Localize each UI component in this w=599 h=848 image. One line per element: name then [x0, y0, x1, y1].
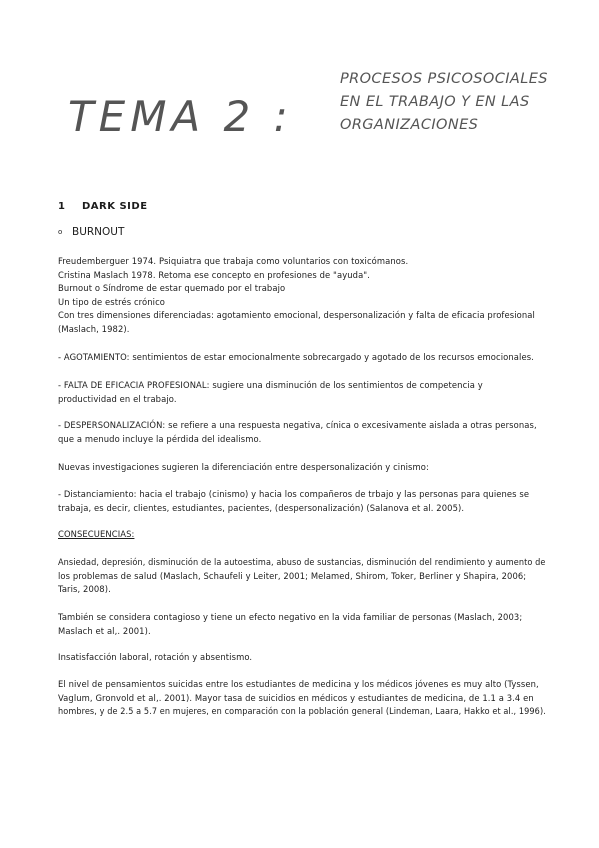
contagioso-paragraph [58, 611, 546, 638]
text-line: productividad en el trabajo. [58, 393, 177, 404]
despersonalizacion-paragraph [58, 419, 546, 446]
text-line: - FALTA DE EFICACIA PROFESIONAL: sugiere una disminución de los sentimientos de competencia y [58, 380, 483, 390]
text-line: - AGOTAMIENTO: sentimientos de estar emocionalmente sobrecargado y agotado de los recursos emocionales. [58, 352, 534, 362]
text-line: trabaja, es decir, clientes, estudiantes, pacientes, (despersonalización) (Salanova et al. 2005). [58, 502, 465, 513]
text-line: (Maslach, 1982). [58, 323, 130, 334]
ansiedad-paragraph [58, 556, 546, 597]
text-line: CONSECUENCIAS: [58, 529, 135, 539]
text-line: Con tres dimensiones diferenciadas: agotamiento emocional, despersonalización y falta de eficacia profesional [58, 310, 535, 321]
text-line: Cristina Maslach 1978. Retoma ese concepto en profesiones de "ayuda". [58, 269, 371, 280]
distanciamiento-paragraph [58, 488, 546, 515]
bullet-label: BURNOUT [72, 226, 125, 238]
agotamiento-paragraph [58, 351, 546, 365]
suicidas-paragraph [58, 678, 546, 719]
section-title: DARK SIDE [82, 201, 148, 212]
text-line: Ansiedad, depresión, disminución de la autoestima, abuso de sustancias, disminución del rendimiento y aumento de [58, 557, 546, 567]
text-line: Insatisfacción laboral, rotación y absentismo. [58, 652, 253, 662]
subtitle-line: PROCESOS PSICOSOCIALES [340, 71, 548, 87]
text-line: - DESPERSONALIZACIÓN: se refiere a una respuesta negativa, cínica o excesivamente aislada a otras personas, [58, 420, 537, 430]
insatisfaccion-paragraph [58, 651, 546, 665]
section-number: 1 [58, 201, 66, 212]
topic-subtitle [340, 68, 580, 137]
text-line: que a menudo incluye la pérdida del idealismo. [58, 433, 262, 444]
text-line: Maslach et al,. 2001). [58, 625, 151, 636]
text-line: los problemas de salud (Maslach, Schaufeli y Leiter, 2001; Melamed, Shirom, Toker, Berliner y Shapira, 2006; [58, 570, 527, 581]
text-line: Vaglum, Gronvold et al,. 2001). Mayor tasa de suicidios en médicos y estudiantes de medicina, de 1.1 a 3.4 en [58, 692, 534, 703]
text-line: También se considera contagioso y tiene un efecto negativo en la vida familiar de personas (Maslach, 2003; [58, 612, 523, 622]
text-line: Un tipo de estrés crónico [58, 296, 166, 307]
text-line: El nivel de pensamientos suicidas entre los estudiantes de medicina y los médicos jóvenes es muy alto (Tyssen, [58, 679, 539, 689]
nuevas-paragraph [58, 461, 546, 475]
text-line: Taris, 2008). [58, 584, 111, 595]
text-line: hombres, y de 2.5 a 5.7 en mujeres, en comparación con la población general (Lindeman, Laara, Hakko et al., 1996). [58, 706, 546, 717]
subtitle-line: EN EL TRABAJO Y EN LAS [340, 94, 530, 110]
consecuencias-heading [58, 528, 546, 542]
circle-bullet-icon: o [58, 228, 63, 236]
falta-eficacia-paragraph [58, 379, 546, 406]
topic-title: TEMA 2 : [68, 92, 293, 141]
text-line: - Distanciamiento: hacia el trabajo (cinismo) y hacia los compañeros de trbajo y las personas para quienes se [58, 489, 530, 499]
text-line: Freudemberguer 1974. Psiquiatra que trabaja como voluntarios con toxicómanos. [58, 256, 409, 266]
intro-paragraph [58, 255, 546, 337]
bullet-item [58, 226, 124, 238]
text-line: Burnout o Síndrome de estar quemado por el trabajo [58, 283, 286, 294]
text-line: Nuevas investigaciones sugieren la diferenciación entre despersonalización y cinismo: [58, 462, 429, 472]
subtitle-line: ORGANIZACIONES [340, 117, 479, 133]
section-heading [58, 201, 148, 212]
